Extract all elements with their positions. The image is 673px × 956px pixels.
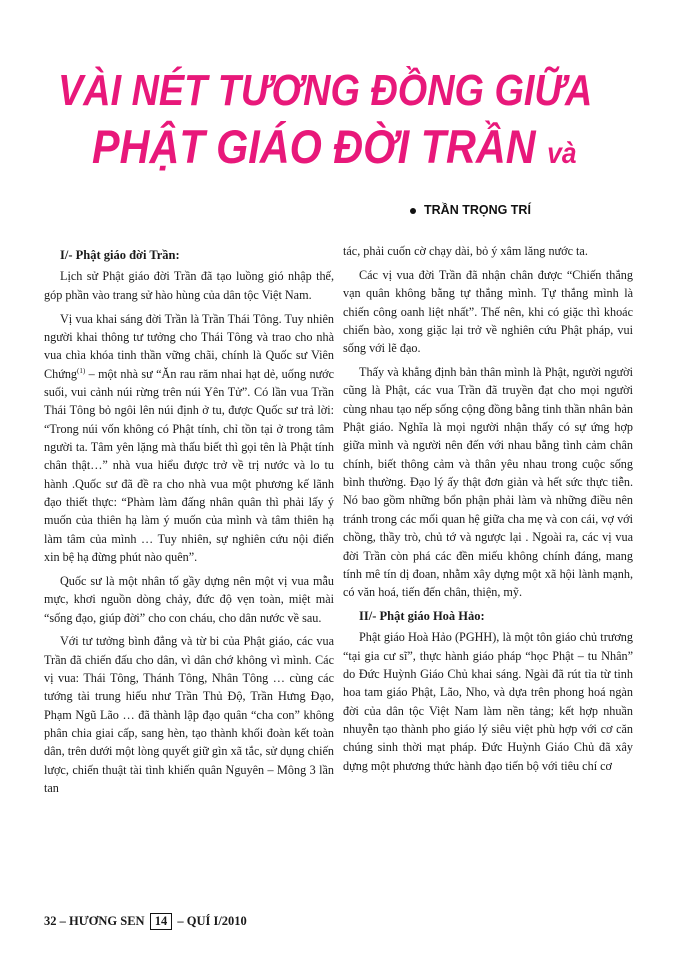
paragraph-text: Vị vua khai sáng đời Trần là Trần Thái Tông. Tuy nhiên người khai thông tư tưởng cho Thái Tông và trao cho nhà vua chìa khóa tinh thần vững chãi, chính là Quốc sư Viên Chứng bbox=[44, 311, 334, 381]
footer-suffix: – QUÍ I/2010 bbox=[177, 914, 247, 928]
section-heading-2: II/- Phật giáo Hoà Hảo: bbox=[359, 609, 485, 624]
paragraph: Thấy và khẳng định bản thân mình là Phật, người người cũng là Phật, các vua Trần đã truyền đạt cho mọi người cùng nhau tạo nếp sống cộng đồng bằng tinh thần nhân bản Phật giáo. Nghĩa là mọi người nhận thấy có sự ứng hợp giữa mình và người nên đến với nhau bằng tình cảm chân chính, biết thông cảm và thân yêu nhau trong cuộc sống bình thường. Đạo lý ấy thật đơn giản và hết sức thực tiễn. Nó bao gồm những bổn phận phải làm và những điều nên tránh trong các mối quan hệ giữa cha mẹ và con cái, vợ với chồng, thầy trò, chủ tớ và ngược lại . Ngoài ra, các vị vua đời Trần còn phá các đền miếu không chính đáng, mang tính mê tín dị đoan, nhằm xây dựng một xã hội lành mạnh, có văn hoá, tiến đến chân, thiện, mỹ. bbox=[343, 365, 633, 600]
footer-prefix: 32 – HƯƠNG SEN bbox=[44, 914, 145, 928]
bullet-icon bbox=[410, 208, 416, 214]
issue-number-box: 14 bbox=[150, 913, 173, 930]
paragraph bbox=[44, 310, 334, 567]
paragraph: Với tư tưởng bình đẳng và từ bi của Phật giáo, các vua Trần đã chiến đấu cho dân, vì dân chớ không vì mình. Các vị vua: Thái Tông, Thánh Tông, Nhân Tông … cùng các tướng tài trung hiếu như Trần Thủ Độ, Trần Hưng Đạo, Phạm Ngũ Lão … đã thành lập đạo quân “cha con” không phân chia giai cấp, sang hèn, tạo thành khối đoàn kết toàn dân, trên dưới một lòng quyết giữ gìn xã tắc, sử dụng chiến lược, chiến thuật tài tình khiến quân Nguyên – Mông 3 lần tan bbox=[44, 634, 334, 796]
footnote-marker: (1) bbox=[77, 366, 86, 375]
article-title-line-2 bbox=[92, 120, 577, 181]
page-footer bbox=[44, 913, 247, 930]
article-title-line-1: VÀI NÉT TƯƠNG ĐỒNG GIỮA bbox=[58, 66, 593, 115]
right-column bbox=[343, 242, 633, 781]
paragraph: Các vị vua đời Trần đã nhận chân được “Chiến thắng vạn quân không bằng tự thắng mình. Tự thắng mình là chiến công oanh liệt nhất”. Thế nên, khi có giặc thì khoác chiến bào, xong giặc lại trở về nghiên cứu Phật pháp, vui sống với lẽ đạo. bbox=[343, 267, 633, 356]
paragraph-continued: tác, phải cuốn cờ chạy dài, bỏ ý xâm lăng nước ta. bbox=[343, 244, 588, 258]
paragraph: Phật giáo Hoà Hảo (PGHH), là một tôn giáo chủ trương “tại gia cư sĩ”, thực hành giáo pháp “học Phật – tu Nhân” do Đức Huỳnh Giáo Chủ khai sáng. Ngài đã rút tỉa từ tinh hoa tam giáo Phật, Lão, Nho, và dựa trên phong hoá ngàn đời của dân tộc Việt Nam làm nền tảng; kết hợp nhuần nhuyễn tạo thành pho giáo lý siêu việt phù hợp với cơ căn chúng sinh thời mạt pháp. Đức Huỳnh Giáo Chủ đã xây dựng một phương thức hành đạo tiến bộ với tiêu chí cơ bbox=[343, 630, 633, 773]
article-title-line-2-main: PHẬT GIÁO ĐỜI TRẦN bbox=[92, 120, 536, 173]
paragraph-text: – một nhà sư “Ăn rau răm nhai hạt dẻ, uống nước suối, vui cảnh núi rừng trên núi Yên Tử”. Có lần vua Trần Thái Tông bỏ ngôi lên núi định ở tu, được Quốc sư trả lời: “Trong núi vốn không có Phật tính, chỉ tồn tại ở trong tâm người ta. Tâm yên lặng mà thấu biết thì gọi tên là Phật tính chân thật…” nhà vua hiểu được trở về trị nước và lo tu hành .Quốc sư đã đề ra cho nhà vua một phương kế lãnh đạo thiết thực: “Phàm làm đấng nhân quân thì phải lấy ý muốn của thiên hạ làm ý muốn của mình và tâm thiên hạ làm tâm của mình … Tuy nhiên, sự nghiên cứu nội điển xin bệ hạ đừng phút nào quên”. bbox=[44, 366, 334, 564]
author-byline bbox=[410, 203, 531, 217]
paragraph: Quốc sư là một nhân tố gầy dựng nên một vị vua mẫu mực, khơi nguồn dòng chảy, đức độ vẹn toàn, miệt mài “sống đạo, giúp đời” cho con cháu, cho dân nước về sau. bbox=[44, 573, 334, 625]
paragraph: Lịch sử Phật giáo đời Trần đã tạo luồng gió nhập thế, góp phần vào trang sử hào hùng của dân tộc Việt Nam. bbox=[44, 269, 334, 302]
article-title-line-2-suffix: và bbox=[547, 137, 577, 170]
author-name: TRẦN TRỌNG TRÍ bbox=[424, 203, 531, 217]
left-column bbox=[44, 246, 334, 803]
section-heading-1: I/- Phật giáo đời Trần: bbox=[60, 248, 180, 262]
